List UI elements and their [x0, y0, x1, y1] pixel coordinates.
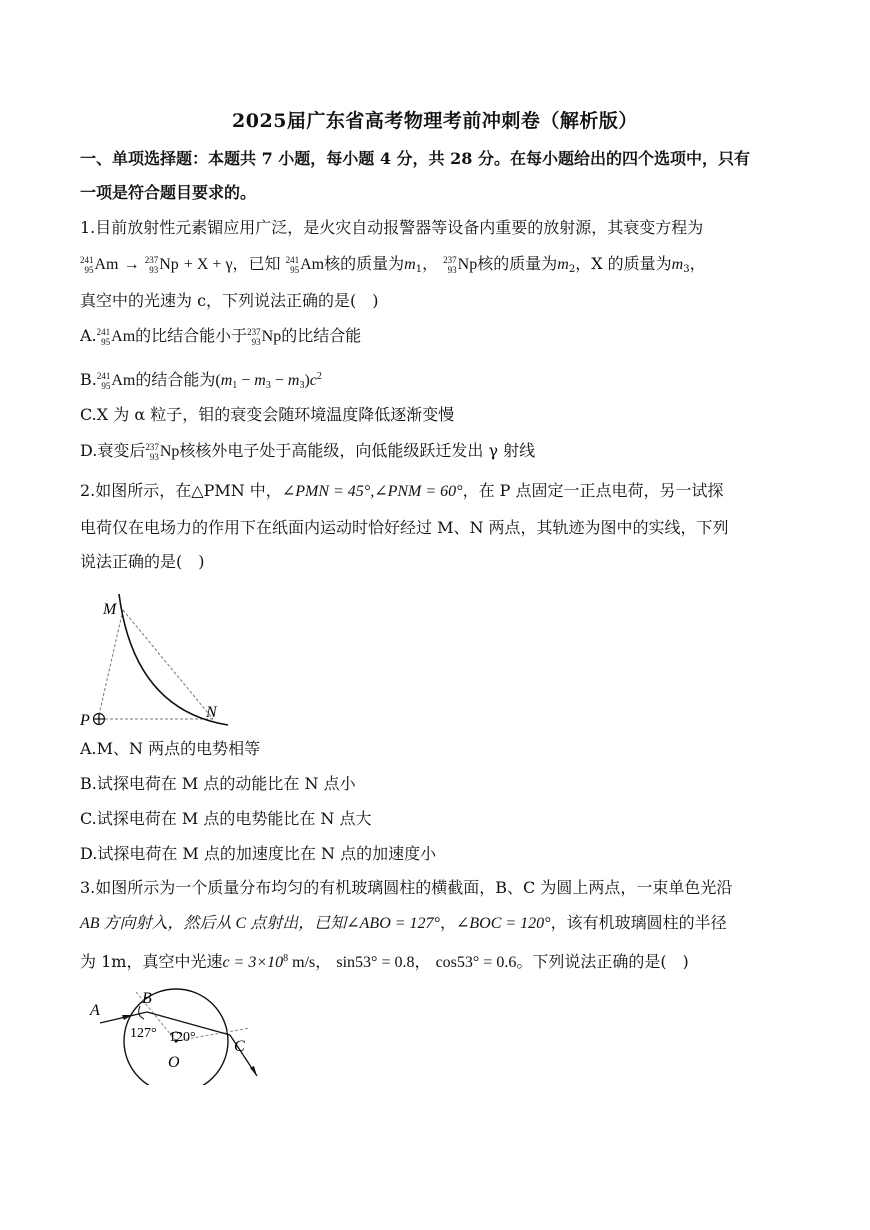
q1-option-b: B. 241 95 Am的结合能为$(m_1 - m_3 - m_3)c^2$ [80, 370, 322, 391]
q3-stem-line2: AB 方向射入，然后从 C 点射出，已知∠ABO = 127°，∠BOC = 120°，该有机玻璃圆柱的半径 [80, 913, 727, 932]
q2-option-c: C.试探电荷在 M 点的电势能比在 N 点大 [80, 809, 372, 828]
q3-cylinder-figure [80, 985, 270, 1085]
q1-equation-line: 241 95 Am → 237 93 Np + X + γ，已知 241 95 Am核的质量为$m_1$， 237 93 Np核的质量为$m_2$，X 的质量为$m_3$， [80, 254, 706, 275]
q1-option-a: A. 241 95 Am的比结合能小于 237 93 Np的比结合能 [80, 326, 362, 347]
q2-triangle-figure [76, 592, 246, 732]
label-o: O [168, 1054, 180, 1071]
q2-stem-line1: 2.如图所示，在△PMN 中，∠PMN = 45°,∠PNM = 60°，在 P 点固定一正点电荷，另一试探 [80, 481, 724, 500]
q3-stem-line1: 3.如图所示为一个质量分布均匀的有机玻璃圆柱的横截面，B、C 为圆上两点，一束单色光沿 [80, 878, 733, 897]
q2-option-d: D.试探电荷在 M 点的加速度比在 N 点的加速度小 [80, 844, 437, 863]
label-b: B [142, 990, 152, 1007]
q1-option-c: C.X 为 α 粒子，钼的衰变会随环境温度降低逐渐变慢 [80, 405, 455, 424]
label-a: A [90, 1002, 100, 1019]
label-m: M [103, 601, 117, 618]
mn-dashed-line [123, 610, 213, 719]
q1-stem-line3: 真空中的光速为 c，下列说法正确的是( ) [80, 291, 379, 310]
q2-stem-line3: 说法正确的是( ) [80, 552, 205, 571]
pm-dashed-line [98, 610, 123, 719]
q1-option-d: D.衰变后 237 93 Np核核外电子处于高能级，向低能级跃迁发出 γ 射线 [80, 441, 536, 462]
angle-127: 127° [130, 1026, 157, 1041]
section-heading-line1: 一、单项选择题：本题共 7 小题，每小题 4 分，共 28 分。在每小题给出的四个选项中，只有 [80, 149, 750, 168]
am241-nuclide: 241 95 Am [80, 254, 119, 275]
q1-stem-line1: 1.目前放射性元素镅应用广泛，是火灾自动报警器等设备内重要的放射源，其衰变方程为 [80, 218, 704, 237]
q2-option-b: B.试探电荷在 M 点的动能比在 N 点小 [80, 774, 356, 793]
section-heading-line2: 一项是符合题目要求的。 [80, 183, 257, 202]
np237-nuclide: 237 93 Np [144, 254, 179, 275]
angle-120: 120° [169, 1030, 196, 1045]
page-title: 2025届广东省高考物理考前冲刺卷（解析版） [232, 110, 638, 132]
q3-stem-line3: 为 1m，真空中光速$c = 3\times 10^8$ m/s， sin53° = 0.8， cos53° = 0.6。下列说法正确的是( ) [80, 952, 689, 971]
q2-option-a: A.M、N 两点的电势相等 [80, 739, 261, 758]
label-p: P [80, 712, 90, 729]
label-c: C [234, 1038, 245, 1055]
q2-stem-line2: 电荷仅在电场力的作用下在纸面内运动时恰好经过 M、N 两点，其轨迹为图中的实线，下列 [80, 518, 729, 537]
label-n: N [206, 704, 217, 721]
